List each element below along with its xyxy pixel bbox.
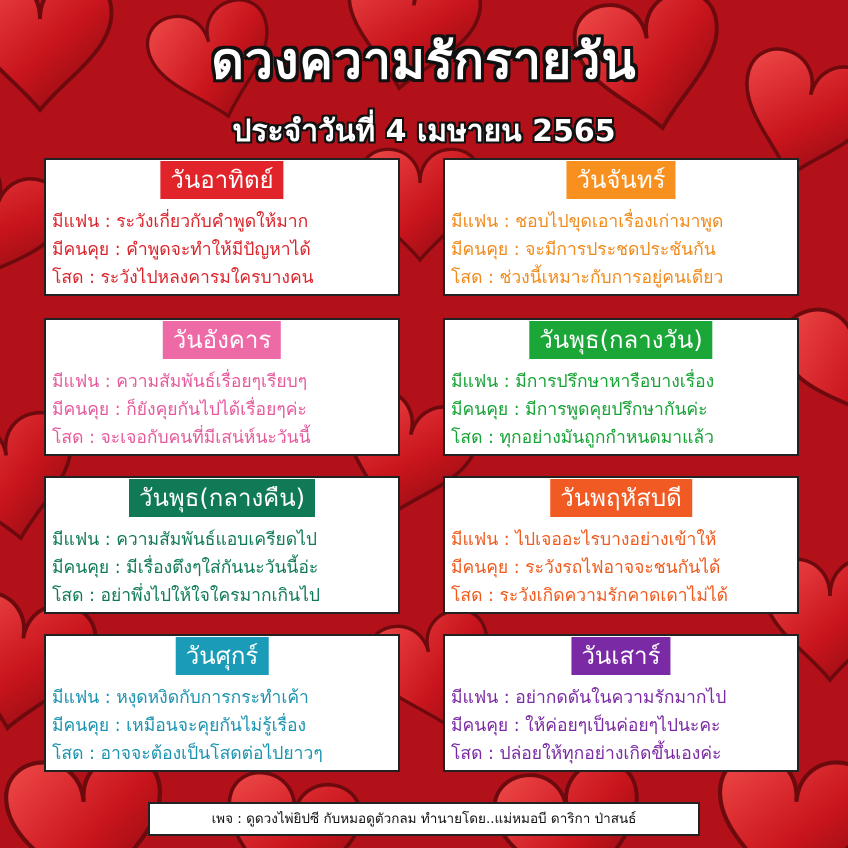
- fortune-line: มีคนคุย : มีการพูดคุยปรึกษากันค่ะ: [451, 400, 708, 420]
- fortune-lines: [451, 526, 793, 610]
- day-card: [443, 158, 799, 296]
- date-subtitle: ประจำวันที่ 4 เมษายน 2565: [232, 114, 616, 149]
- fortune-line: โสด : ช่วงนี้เหมาะกับการอยู่คนเดียว: [451, 268, 724, 288]
- fortune-line: โสด : ทุกอย่างมันถูกกำหนดมาแล้ว: [451, 428, 714, 448]
- day-heading: วันอาทิตย์: [160, 161, 283, 199]
- fortune-line: โสด : อาจจะต้องเป็นโสดต่อไปยาวๆ: [52, 744, 323, 764]
- day-card: [44, 158, 400, 296]
- fortune-line: มีคนคุย : คำพูดจะทำให้มีปัญหาได้: [52, 240, 311, 260]
- day-card: [44, 634, 400, 772]
- fortune-line: มีแฟน : ไปเจออะไรบางอย่างเข้าให้: [451, 530, 717, 550]
- fortune-lines: [52, 368, 394, 452]
- day-heading: วันพุธ(กลางคืน): [129, 479, 315, 517]
- day-heading: วันศุกร์: [176, 637, 269, 675]
- day-heading: วันพุธ(กลางวัน): [529, 321, 712, 359]
- fortune-line: มีคนคุย : มีเรื่องตึงๆใส่กันนะวันนี้อ่ะ: [52, 558, 319, 578]
- day-card: [44, 318, 400, 456]
- day-card: [443, 318, 799, 456]
- fortune-lines: [52, 526, 394, 610]
- fortune-line: มีแฟน : ชอบไปขุดเอาเรื่องเก่ามาพูด: [451, 212, 724, 232]
- fortune-line: โสด : ปล่อยให้ทุกอย่างเกิดขึ้นเองค่ะ: [451, 744, 722, 764]
- day-card: [443, 476, 799, 614]
- fortune-lines: [451, 684, 793, 768]
- fortune-lines: [451, 368, 793, 452]
- fortune-line: โสด : จะเจอกับคนที่มีเสน่ห์นะวันนี้: [52, 428, 311, 448]
- day-heading: วันอังคาร: [163, 321, 281, 359]
- fortune-line: มีคนคุย : ระวังรถไฟอาจจะชนกันได้: [451, 558, 721, 578]
- day-heading: วันเสาร์: [571, 637, 670, 675]
- day-heading: วันจันทร์: [566, 161, 675, 199]
- fortune-line: มีแฟน : ระวังเกี่ยวกับคำพูดให้มาก: [52, 212, 309, 232]
- fortune-line: มีแฟน : ความสัมพันธ์แอบเครียดไป: [52, 530, 317, 550]
- fortune-lines: [451, 208, 793, 292]
- fortune-line: มีคนคุย : จะมีการประชดประชันกัน: [451, 240, 716, 260]
- footer-credit: เพจ : ดูดวงไพ่ยิปซี กับหมอดูตัวกลม ทำนายโดย..แม่หมอบี ดาริกา ป่าสนธ์: [148, 802, 700, 836]
- fortune-line: มีคนคุย : ก็ยังคุยกันไปได้เรื่อยๆค่ะ: [52, 400, 307, 420]
- fortune-line: มีคนคุย : เหมือนจะคุยกันไม่รู้เรื่อง: [52, 716, 307, 736]
- fortune-line: มีแฟน : มีการปรึกษาหารือบางเรื่อง: [451, 372, 715, 392]
- fortune-line: มีแฟน : ความสัมพันธ์เรื่อยๆเรียบๆ: [52, 372, 308, 392]
- fortune-line: มีคนคุย : ให้ค่อยๆเป็นค่อยๆไปนะคะ: [451, 716, 721, 736]
- fortune-line: โสด : ระวังเกิดความรักคาดเดาไม่ได้: [451, 586, 729, 606]
- fortune-lines: [52, 684, 394, 768]
- page-title: ดวงความรักรายวัน: [211, 32, 637, 90]
- fortune-line: โสด : ระวังไปหลงคารมใครบางคน: [52, 268, 314, 288]
- day-card: [443, 634, 799, 772]
- day-heading: วันพฤหัสบดี: [550, 479, 692, 517]
- fortune-line: โสด : อย่าพึ่งไปให้ใจใครมากเกินไป: [52, 586, 320, 606]
- day-card: [44, 476, 400, 614]
- fortune-line: มีแฟน : หงุดหงิดกับการกระทำเค้า: [52, 688, 309, 708]
- fortune-line: มีแฟน : อย่ากดดันในความรักมากไป: [451, 688, 727, 708]
- fortune-lines: [52, 208, 394, 292]
